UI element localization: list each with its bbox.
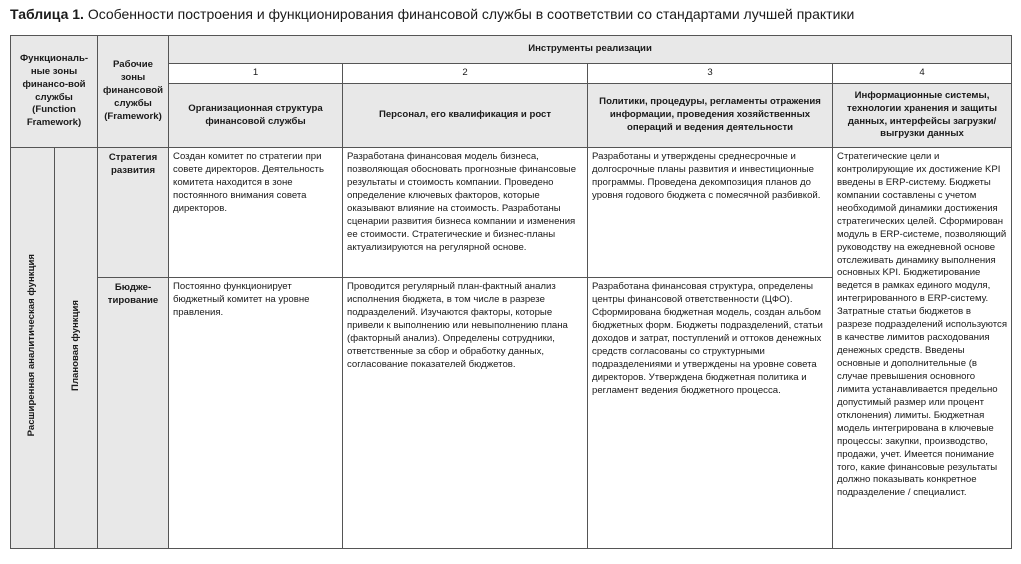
table-caption	[10, 6, 854, 22]
header-instruments: Инструменты реализации	[169, 36, 1012, 64]
function-extended-analytics-label: Расширенная аналитическая функция	[26, 254, 38, 437]
header-org-structure: Организационная структура финансовой службы	[169, 84, 343, 148]
header-personnel: Персонал, его квалификация и рост	[343, 84, 588, 148]
strategy-policies: Разработаны и утверждены среднесрочные и долгосрочные планы развития и инвестиционные программы. Проведена декомпозиция планов до уровня годового бюджета с помесячной разбивкой.	[588, 148, 833, 278]
function-planning-label: Плановая функция	[69, 300, 81, 391]
zone-budgeting: Бюдже-тирование	[98, 278, 169, 549]
header-number-3: 3	[588, 64, 833, 84]
header-policies: Политики, процедуры, регламенты отражения информации, проведения хозяйственных операций и ведения деятельности	[588, 84, 833, 148]
header-number-1: 1	[169, 64, 343, 84]
budgeting-personnel: Проводится регулярный план-фактный анализ исполнения бюджета, в том числе в разрезе подразделений. Изучаются факторы, которые привели к выполнению или невыполнению плана (факторный анализ). Определены сотрудники, ответственные за сбор и обработку данных, согласование показателей бюджетов.	[343, 278, 588, 549]
zone-strategy: Стратегия развития	[98, 148, 169, 278]
caption-label: Таблица 1.	[10, 6, 84, 22]
caption-text: Особенности построения и функционирования финансовой службы в соответствии со стандартами лучшей практики	[87, 6, 855, 22]
strategy-org-structure: Создан комитет по стратегии при совете директоров. Деятельность комитета находится в зоне постоянного внимания совета директоров.	[169, 148, 343, 278]
header-number-4: 4	[833, 64, 1012, 84]
best-practice-table	[10, 35, 1012, 549]
strategy-personnel: Разработана финансовая модель бизнеса, позволяющая обосновать прогнозные финансовые результаты и стоимость компании. Проведено определение ключевых факторов, которые оказывают влияние на стоимость. Разработаны сценарии развития бизнеса компании и изменения ее стоимости. Стратегические и бизнес-планы актуализируются на регулярной основе.	[343, 148, 588, 278]
budgeting-org-structure: Постоянно функционирует бюджетный комитет на уровне правления.	[169, 278, 343, 549]
header-function-zones: Функциональ-ные зоны финансо-вой службы (Function Framework)	[11, 36, 98, 148]
function-planning	[55, 148, 98, 549]
function-extended-analytics	[11, 148, 55, 549]
header-work-zones: Рабочие зоны финансовой службы (Framework)	[98, 36, 169, 148]
information-systems-text: Стратегические цели и контролирующие их достижение KPI введены в ERP-систему. Бюджеты компании составлены с учетом необходимой динамики достижения стратегических целей. Сформирован модуль в ERP-системе, позволяющий руководству на ежедневной основе отслеживать динамику выполнения основных KPI. Бюджетирование ведется в рамках единого модуля, интегрированного в ERP-систему. Затратные статьи бюджетов в разрезе подразделений используются в качестве лимитов расходования денежных средств. Введены основные и дополнительные (в случае превышения основного лимита устанавливается предельно допустимый размер или процент отклонения) лимиты. Бюджетная модель интегрирована в ключевые процессы: закупки, производство, продажи, учет. Имеется понимание того, какие финансовые результаты должно показывать конкретное подразделение / специалист.	[833, 148, 1012, 549]
budgeting-policies: Разработана финансовая структура, определены центры финансовой ответственности (ЦФО). Сформирована бюджетная модель, создан альбом бюджетных форм. Бюджеты подразделений, статьи доходов и затрат, поступлений и оттоков денежных средств согласованы со структурными подразделениями и утверждены на уровне совета директоров. Утверждена бюджетная политика и регламент ведения бюджетного процесса.	[588, 278, 833, 549]
header-number-2: 2	[343, 64, 588, 84]
header-information-systems: Информационные системы, технологии хранения и защиты данных, интерфейсы загрузки/выгрузки данных	[833, 84, 1012, 148]
